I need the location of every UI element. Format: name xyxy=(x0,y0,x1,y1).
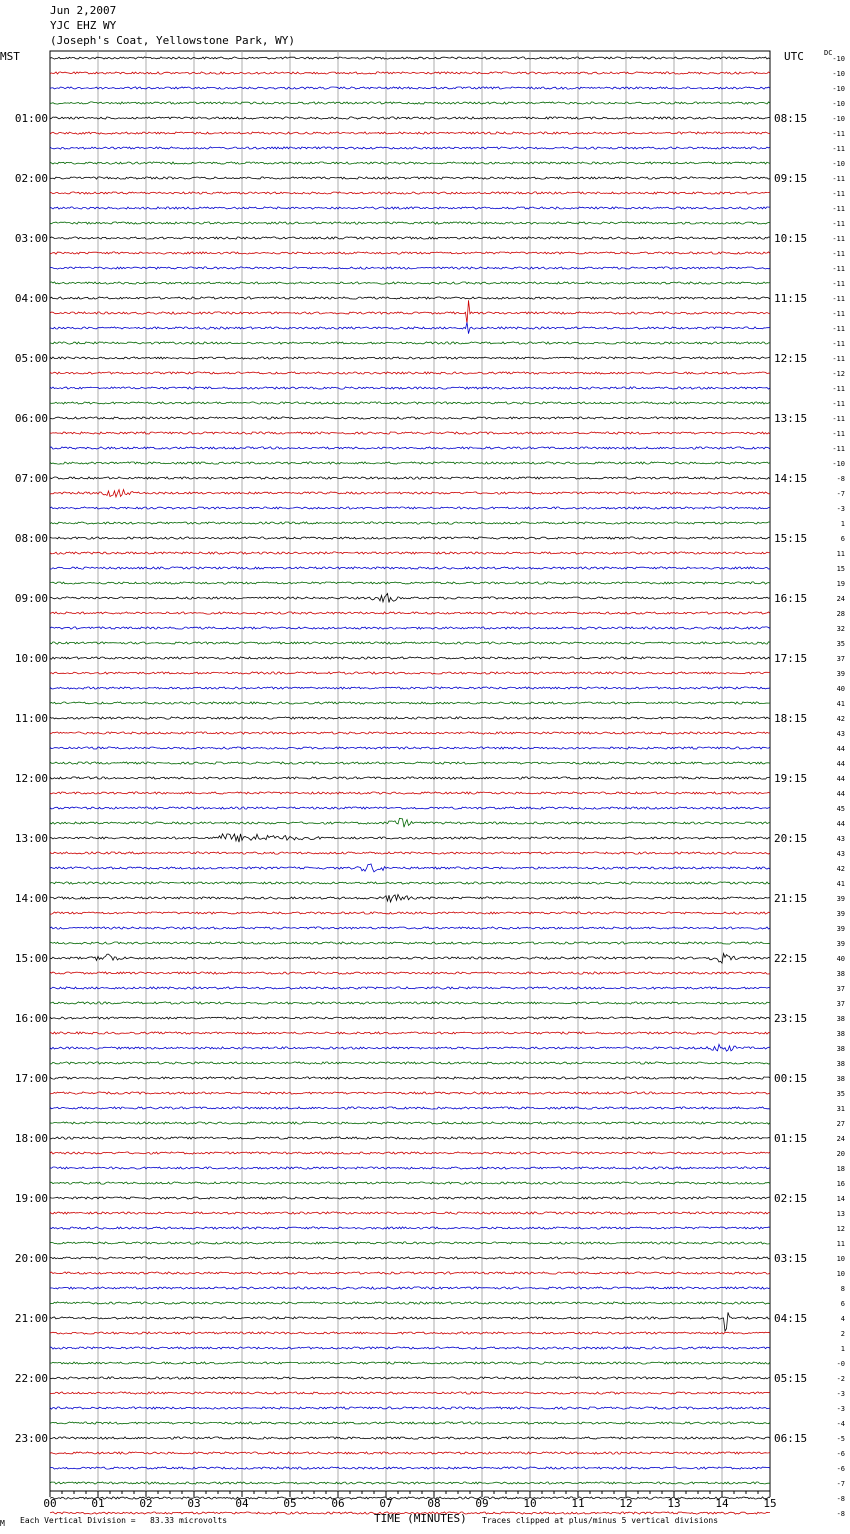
seismic-trace xyxy=(50,207,770,209)
dc-offset-label: 37 xyxy=(836,1000,845,1008)
dc-offset-label: 18 xyxy=(836,1165,845,1173)
dc-offset-label: 39 xyxy=(836,925,845,933)
dc-offset-label: -5 xyxy=(836,1435,845,1443)
seismic-trace xyxy=(50,267,770,269)
dc-offset-label: 1 xyxy=(840,1345,845,1353)
utc-hour-label: 18:15 xyxy=(774,712,808,725)
dc-offset-label: 14 xyxy=(836,1195,845,1203)
seismic-trace xyxy=(50,447,770,449)
seismic-trace xyxy=(50,432,770,434)
mst-hour-label: 05:00 xyxy=(14,352,48,365)
dc-offset-label: 40 xyxy=(836,685,845,693)
mst-hour-label: 12:00 xyxy=(14,772,48,785)
seismic-trace xyxy=(50,1182,770,1184)
dc-offset-label: -11 xyxy=(832,355,845,363)
seismic-trace xyxy=(50,1392,770,1394)
seismic-trace xyxy=(50,864,770,872)
utc-hour-label: 04:15 xyxy=(774,1312,808,1325)
dc-offset-label: 42 xyxy=(836,715,845,723)
mst-hour-label: 17:00 xyxy=(14,1072,48,1085)
seismic-trace xyxy=(50,222,770,224)
dc-offset-label: 4 xyxy=(840,1315,845,1323)
seismic-trace xyxy=(50,1482,770,1484)
mst-hour-label: 11:00 xyxy=(14,712,48,725)
utc-hour-label: 03:15 xyxy=(774,1252,808,1265)
seismic-trace xyxy=(50,1092,770,1094)
dc-offset-label: 37 xyxy=(836,655,845,663)
utc-hour-label: 02:15 xyxy=(774,1192,808,1205)
utc-hour-label: 12:15 xyxy=(774,352,808,365)
seismic-trace xyxy=(50,792,770,794)
seismic-trace xyxy=(50,747,770,749)
dc-offset-label: 20 xyxy=(836,1150,845,1158)
mst-hour-label: 07:00 xyxy=(14,472,48,485)
dc-offset-label: 15 xyxy=(836,565,845,573)
seismic-trace xyxy=(50,1122,770,1124)
dc-offset-label: 13 xyxy=(836,1210,845,1218)
dc-offset-label: 38 xyxy=(836,1015,845,1023)
seismic-trace xyxy=(50,717,770,719)
seismic-trace xyxy=(50,490,770,497)
x-tick-label: 02 xyxy=(139,1497,153,1510)
mst-hour-label: 01:00 xyxy=(14,112,48,125)
seismic-trace xyxy=(50,1452,770,1454)
dc-offset-label: -11 xyxy=(832,175,845,183)
seismic-trace xyxy=(50,102,770,104)
seismic-trace xyxy=(50,818,770,827)
seismic-trace xyxy=(50,1437,770,1439)
seismic-trace xyxy=(50,552,770,554)
mst-hour-label: 09:00 xyxy=(14,592,48,605)
dc-offset-label: -11 xyxy=(832,445,845,453)
dc-offset-label: 38 xyxy=(836,1060,845,1068)
mst-hour-label: 10:00 xyxy=(14,652,48,665)
seismic-trace xyxy=(50,417,770,419)
dc-offset-label: -0 xyxy=(836,1360,845,1368)
seismic-trace xyxy=(50,594,770,603)
dc-offset-label: 35 xyxy=(836,1090,845,1098)
seismic-trace xyxy=(50,1227,770,1229)
seismic-trace xyxy=(50,522,770,524)
dc-offset-label: -10 xyxy=(832,115,845,123)
dc-offset-label: -11 xyxy=(832,310,845,318)
dc-offset-label: 44 xyxy=(836,760,845,768)
right-timezone-label: UTC xyxy=(784,50,804,63)
dc-offset-label: 8 xyxy=(840,1285,845,1293)
mst-hour-label: 13:00 xyxy=(14,832,48,845)
seismic-trace xyxy=(50,1242,770,1244)
dc-offset-label: 27 xyxy=(836,1120,845,1128)
seismic-trace xyxy=(50,687,770,689)
seismic-trace xyxy=(50,1062,770,1064)
mst-hour-label: 15:00 xyxy=(14,952,48,965)
dc-offset-label: 38 xyxy=(836,1030,845,1038)
seismic-trace xyxy=(50,1152,770,1154)
x-tick-label: 09 xyxy=(475,1497,489,1510)
utc-hour-label: 16:15 xyxy=(774,592,808,605)
dc-offset-label: 44 xyxy=(836,775,845,783)
seismic-trace xyxy=(50,1002,770,1004)
seismic-trace xyxy=(50,1347,770,1349)
seismic-trace xyxy=(50,1377,770,1379)
x-tick-label: 12 xyxy=(619,1497,633,1510)
dc-offset-label: -10 xyxy=(832,100,845,108)
seismic-trace xyxy=(50,282,770,284)
seismic-trace xyxy=(50,972,770,974)
dc-offset-label: 45 xyxy=(836,805,845,813)
seismic-trace xyxy=(50,1137,770,1139)
mst-hour-label: 21:00 xyxy=(14,1312,48,1325)
dc-offset-label: 19 xyxy=(836,580,845,588)
seismic-trace xyxy=(50,1017,770,1019)
seismic-trace xyxy=(50,300,770,323)
seismic-trace xyxy=(50,1422,770,1424)
dc-offset-label: -11 xyxy=(832,280,845,288)
seismic-trace xyxy=(50,657,770,659)
dc-offset-label: -11 xyxy=(832,190,845,198)
mst-hour-label: 16:00 xyxy=(14,1012,48,1025)
dc-offset-label: 39 xyxy=(836,940,845,948)
x-tick-label: 07 xyxy=(379,1497,393,1510)
dc-offset-label: -2 xyxy=(836,1375,845,1383)
dc-offset-label: 41 xyxy=(836,880,845,888)
utc-hour-label: 13:15 xyxy=(774,412,808,425)
dc-offset-label: 16 xyxy=(836,1180,845,1188)
dc-offset-label: 6 xyxy=(840,535,845,543)
dc-offset-label: 38 xyxy=(836,970,845,978)
utc-hour-label: 08:15 xyxy=(774,112,808,125)
mst-hour-label: 03:00 xyxy=(14,232,48,245)
dc-offset-label: 43 xyxy=(836,850,845,858)
seismic-trace xyxy=(50,87,770,89)
mst-hour-label: 22:00 xyxy=(14,1372,48,1385)
seismic-trace xyxy=(50,777,770,779)
dc-offset-label: 1 xyxy=(840,520,845,528)
seismic-trace xyxy=(50,1302,770,1304)
utc-hour-label: 11:15 xyxy=(774,292,808,305)
dc-offset-label: -6 xyxy=(836,1465,845,1473)
x-tick-label: 08 xyxy=(427,1497,441,1510)
seismic-trace xyxy=(50,537,770,539)
x-tick-label: 14 xyxy=(715,1497,729,1510)
dc-offset-label: -6 xyxy=(836,1450,845,1458)
clip-note: Traces clipped at plus/minus 5 vertical divisions xyxy=(482,1516,719,1525)
seismic-trace xyxy=(50,672,770,674)
dc-offset-label: 38 xyxy=(836,1045,845,1053)
dc-offset-label: 28 xyxy=(836,610,845,618)
dc-offset-label: 44 xyxy=(836,745,845,753)
plot-date: Jun 2,2007 xyxy=(50,4,117,17)
seismic-trace xyxy=(50,1167,770,1169)
seismic-trace xyxy=(50,147,770,149)
scale-note: Each Vertical Division = 83.33 microvolts xyxy=(20,1516,228,1525)
dc-offset-label: 43 xyxy=(836,730,845,738)
seismic-trace xyxy=(50,387,770,389)
seismic-trace xyxy=(50,927,770,929)
x-tick-label: 11 xyxy=(571,1497,585,1510)
x-tick-label: 06 xyxy=(331,1497,345,1510)
seismic-trace xyxy=(50,1032,770,1034)
x-tick-label: 15 xyxy=(763,1497,777,1510)
seismic-trace xyxy=(50,912,770,914)
dc-offset-label: -11 xyxy=(832,145,845,153)
dc-offset-label: 39 xyxy=(836,910,845,918)
dc-offset-label: -11 xyxy=(832,340,845,348)
dc-offset-label: -10 xyxy=(832,85,845,93)
seismic-trace xyxy=(50,567,770,569)
dc-offset-label: -8 xyxy=(836,475,845,483)
seismic-trace xyxy=(50,297,770,299)
dc-offset-label: 32 xyxy=(836,625,845,633)
dc-offset-label: 39 xyxy=(836,895,845,903)
seismic-trace xyxy=(50,642,770,644)
seismic-trace xyxy=(50,834,770,842)
dc-offset-label: 39 xyxy=(836,670,845,678)
dc-offset-label: 42 xyxy=(836,865,845,873)
dc-offset-label: -11 xyxy=(832,250,845,258)
seismic-trace xyxy=(50,1077,770,1079)
x-tick-label: 03 xyxy=(187,1497,201,1510)
utc-hour-label: 06:15 xyxy=(774,1432,808,1445)
seismic-trace xyxy=(50,1497,770,1499)
utc-hour-label: 17:15 xyxy=(774,652,808,665)
dc-offset-label: -4 xyxy=(836,1420,845,1428)
dc-offset-label: 44 xyxy=(836,820,845,828)
seismic-trace xyxy=(50,1362,770,1364)
x-tick-label: 05 xyxy=(283,1497,297,1510)
seismic-trace xyxy=(50,942,770,944)
dc-offset-label: -8 xyxy=(836,1495,845,1503)
seismic-trace xyxy=(50,402,770,404)
seismic-trace xyxy=(50,1287,770,1289)
seismic-trace xyxy=(50,1197,770,1199)
seismic-trace xyxy=(50,462,770,464)
station-location: (Joseph's Coat, Yellowstone Park, WY) xyxy=(50,34,296,47)
dc-offset-label: 40 xyxy=(836,955,845,963)
x-axis-title: TIME (MINUTES) xyxy=(374,1512,467,1525)
mst-hour-label: 19:00 xyxy=(14,1192,48,1205)
dc-offset-label: 11 xyxy=(836,550,845,558)
mst-hour-label: 23:00 xyxy=(14,1432,48,1445)
x-tick-label: 01 xyxy=(91,1497,105,1510)
left-timezone-label: MST xyxy=(0,50,20,63)
dc-offset-label: -11 xyxy=(832,235,845,243)
dc-offset-label: -11 xyxy=(832,220,845,228)
dc-offset-label: 6 xyxy=(840,1300,845,1308)
dc-offset-label: 44 xyxy=(836,790,845,798)
seismic-trace xyxy=(50,72,770,74)
seismic-trace xyxy=(50,342,770,344)
seismic-trace xyxy=(50,507,770,509)
seismic-trace xyxy=(50,627,770,629)
dc-offset-label: -11 xyxy=(832,295,845,303)
seismic-trace xyxy=(50,192,770,194)
utc-hour-label: 14:15 xyxy=(774,472,808,485)
seismic-trace xyxy=(50,1467,770,1469)
dc-offset-label: 10 xyxy=(836,1270,845,1278)
seismic-trace xyxy=(50,987,770,989)
seismic-trace xyxy=(50,1407,770,1409)
mst-hour-label: 14:00 xyxy=(14,892,48,905)
seismic-trace xyxy=(50,807,770,809)
seismic-trace xyxy=(50,237,770,239)
seismic-trace xyxy=(50,1257,770,1259)
dc-offset-label: 24 xyxy=(836,595,845,603)
dc-offset-label: -10 xyxy=(832,460,845,468)
utc-hour-label: 09:15 xyxy=(774,172,808,185)
dc-offset-label: 41 xyxy=(836,700,845,708)
dc-offset-label: -3 xyxy=(836,1390,845,1398)
seismic-trace xyxy=(50,852,770,854)
seismic-trace xyxy=(50,57,770,59)
seismic-trace xyxy=(50,117,770,119)
x-tick-label: 10 xyxy=(523,1497,537,1510)
dc-offset-label: -3 xyxy=(836,505,845,513)
utc-hour-label: 20:15 xyxy=(774,832,808,845)
seismic-trace xyxy=(50,252,770,254)
seismic-trace xyxy=(50,1107,770,1109)
dc-offset-label: 38 xyxy=(836,1075,845,1083)
mst-hour-label: 18:00 xyxy=(14,1132,48,1145)
seismic-trace xyxy=(50,177,770,179)
mst-hour-label: 08:00 xyxy=(14,532,48,545)
dc-offset-label: 35 xyxy=(836,640,845,648)
dc-offset-label: 12 xyxy=(836,1225,845,1233)
dc-offset-label: 37 xyxy=(836,985,845,993)
dc-offset-label: -3 xyxy=(836,1405,845,1413)
seismic-trace xyxy=(50,702,770,704)
dc-offset-label: 24 xyxy=(836,1135,845,1143)
seismic-trace xyxy=(50,1332,770,1334)
seismic-trace xyxy=(50,162,770,164)
utc-hour-label: 01:15 xyxy=(774,1132,808,1145)
dc-offset-label: -8 xyxy=(836,1510,845,1518)
station-code: YJC EHZ WY xyxy=(50,19,117,32)
dc-offset-label: 10 xyxy=(836,1255,845,1263)
dc-offset-label: -11 xyxy=(832,130,845,138)
dc-offset-label: -7 xyxy=(836,490,845,498)
seismic-trace xyxy=(50,895,770,903)
seismic-trace xyxy=(50,1044,770,1051)
dc-offset-label: -11 xyxy=(832,205,845,213)
seismic-trace xyxy=(50,372,770,374)
dc-offset-label: -10 xyxy=(832,160,845,168)
seismic-trace xyxy=(50,322,770,333)
utc-hour-label: 15:15 xyxy=(774,532,808,545)
seismic-trace xyxy=(50,732,770,734)
dc-offset-label: -11 xyxy=(832,265,845,273)
dc-offset-label: -11 xyxy=(832,325,845,333)
seismic-trace xyxy=(50,582,770,584)
footer-mark: M xyxy=(0,1519,5,1528)
seismic-trace xyxy=(50,762,770,764)
dc-offset-label: -11 xyxy=(832,400,845,408)
dc-offset-label: -10 xyxy=(832,70,845,78)
seismic-trace xyxy=(50,882,770,884)
seismic-trace xyxy=(50,357,770,359)
seismic-trace xyxy=(50,612,770,614)
dc-offset-label: -12 xyxy=(832,370,845,378)
utc-hour-label: 00:15 xyxy=(774,1072,808,1085)
utc-hour-label: 19:15 xyxy=(774,772,808,785)
dc-offset-label: -7 xyxy=(836,1480,845,1488)
seismic-trace xyxy=(50,1312,770,1331)
dc-offset-label: -10 xyxy=(832,55,845,63)
dc-offset-label: 11 xyxy=(836,1240,845,1248)
x-tick-label: 00 xyxy=(43,1497,57,1510)
dc-column-label: DC xyxy=(824,49,833,57)
utc-hour-label: 05:15 xyxy=(774,1372,808,1385)
x-tick-label: 13 xyxy=(667,1497,681,1510)
utc-hour-label: 23:15 xyxy=(774,1012,808,1025)
utc-hour-label: 22:15 xyxy=(774,952,808,965)
mst-hour-label: 20:00 xyxy=(14,1252,48,1265)
dc-offset-label: -11 xyxy=(832,415,845,423)
seismic-trace xyxy=(50,132,770,134)
utc-hour-label: 10:15 xyxy=(774,232,808,245)
seismic-trace xyxy=(50,1272,770,1274)
dc-offset-label: 2 xyxy=(840,1330,845,1338)
utc-hour-label: 21:15 xyxy=(774,892,808,905)
mst-hour-label: 06:00 xyxy=(14,412,48,425)
x-tick-label: 04 xyxy=(235,1497,249,1510)
mst-hour-label: 02:00 xyxy=(14,172,48,185)
mst-hour-label: 04:00 xyxy=(14,292,48,305)
dc-offset-label: -11 xyxy=(832,430,845,438)
seismic-trace xyxy=(50,954,770,964)
seismic-trace xyxy=(50,477,770,479)
dc-offset-label: 31 xyxy=(836,1105,845,1113)
dc-offset-label: -11 xyxy=(832,385,845,393)
dc-offset-label: 43 xyxy=(836,835,845,843)
seismic-trace xyxy=(50,1212,770,1214)
